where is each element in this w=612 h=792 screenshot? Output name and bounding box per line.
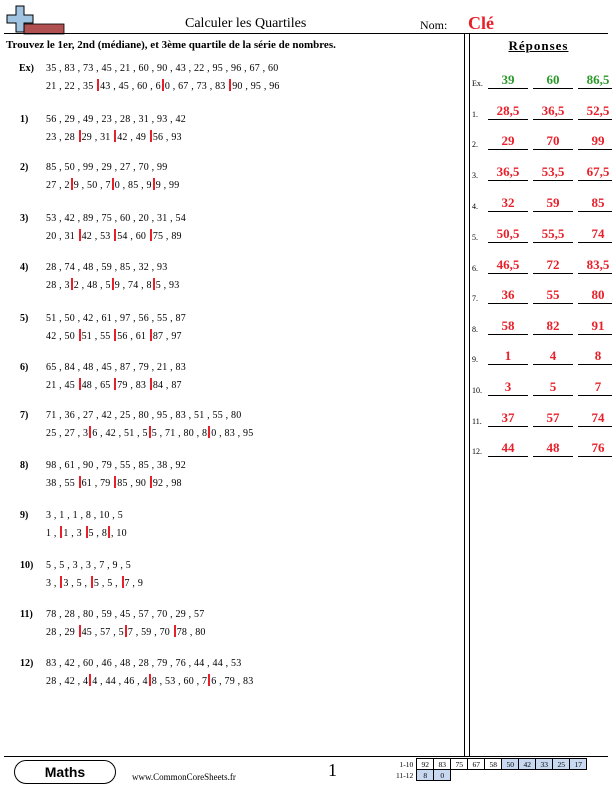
problem-number: 3): [20, 213, 29, 224]
sorted-segment: 79 , 83: [117, 380, 149, 391]
quartile-marker: [149, 426, 151, 438]
sorted-segment: 48 , 65: [81, 380, 114, 391]
answer-q1: 28,5: [488, 102, 528, 120]
answer-number: 12.: [472, 447, 482, 456]
answer-q3: 85: [578, 194, 612, 212]
sorted-series: [46, 674, 253, 687]
answer-row: [472, 378, 608, 400]
answer-q2: 57: [533, 409, 573, 427]
sorted-segment: 0 , 67 , 73 , 83: [164, 81, 229, 92]
quartile-marker: [153, 178, 155, 190]
quartile-marker: [150, 130, 152, 142]
answer-q2: 82: [533, 317, 573, 335]
number-series: 51 , 50 , 42 , 61 , 97 , 56 , 55 , 87: [46, 313, 186, 324]
quartile-marker: [71, 278, 73, 290]
sorted-segment: 8 , 53 , 60 , 7: [151, 676, 208, 687]
sorted-segment: 45 , 57 , 5: [81, 627, 124, 638]
problem-item: [6, 63, 461, 107]
sorted-segment: 27 , 2: [46, 180, 70, 191]
answer-q2: 60: [533, 71, 573, 89]
problem-item: [6, 510, 461, 554]
quartile-marker: [208, 674, 210, 686]
problem-item: [6, 213, 461, 257]
sorted-segment: 21 , 22 , 35: [46, 81, 97, 92]
score-cell: 83: [434, 759, 451, 770]
website-link[interactable]: www.CommonCoreSheets.fr: [132, 772, 236, 782]
answer-q3: 74: [578, 409, 612, 427]
sorted-segment: 21 , 45: [46, 380, 78, 391]
number-series: 28 , 74 , 48 , 59 , 85 , 32 , 93: [46, 262, 168, 273]
answer-row: [472, 71, 608, 93]
answer-number: 1.: [472, 110, 478, 119]
score-cell: 67: [468, 759, 485, 770]
quartile-marker: [60, 576, 62, 588]
answer-number: 7.: [472, 294, 478, 303]
problem-number: 12): [20, 658, 34, 669]
quartile-marker: [162, 79, 164, 91]
sorted-series: [46, 79, 280, 92]
score-cell: 75: [451, 759, 468, 770]
sorted-segment: 51 , 55: [81, 331, 114, 342]
answer-number: 8.: [472, 325, 478, 334]
sorted-segment: 4 , 44 , 46 , 4: [92, 676, 148, 687]
sorted-segment: 38 , 55: [46, 478, 78, 489]
score-cell: 17: [570, 759, 587, 770]
answer-key-label: Clé: [468, 13, 494, 33]
answer-q1: 36,5: [488, 163, 528, 181]
sorted-segment: 43 , 45 , 60 , 6: [100, 81, 161, 92]
answer-q3: 76: [578, 439, 612, 457]
answer-q2: 4: [533, 347, 573, 365]
answer-q2: 72: [533, 256, 573, 274]
sorted-series: [46, 526, 127, 539]
sorted-segment: , 10: [111, 528, 127, 539]
problem-item: [6, 658, 461, 702]
score-cell: 33: [536, 759, 553, 770]
quartile-marker: [112, 178, 114, 190]
sorted-series: [46, 426, 253, 439]
sorted-series: [46, 229, 182, 242]
problem-number: 5): [20, 313, 29, 324]
plus-logo-icon: [4, 4, 66, 36]
quartile-marker: [79, 625, 81, 637]
quartile-marker: [89, 674, 91, 686]
number-series: 35 , 83 , 73 , 45 , 21 , 60 , 90 , 43 , 22 , 95 , 96 , 67 , 60: [46, 63, 279, 74]
answer-q2: 53,5: [533, 163, 573, 181]
answer-q2: 70: [533, 132, 573, 150]
answer-q2: 48: [533, 439, 573, 457]
score-cell: 92: [417, 759, 434, 770]
quartile-marker: [112, 278, 114, 290]
problem-number: 9): [20, 510, 29, 521]
sorted-segment: 56 , 93: [152, 132, 182, 143]
number-series: 3 , 1 , 1 , 8 , 10 , 5: [46, 510, 123, 521]
quartile-marker: [79, 329, 81, 341]
problem-number: 1): [20, 114, 29, 125]
sorted-segment: 9 , 74 , 8: [114, 280, 152, 291]
answer-q2: 36,5: [533, 102, 573, 120]
quartile-marker: [150, 329, 152, 341]
sorted-segment: 9 , 99: [155, 180, 180, 191]
quartile-marker: [71, 178, 73, 190]
answer-number: 2.: [472, 140, 478, 149]
number-series: 56 , 29 , 49 , 23 , 28 , 31 , 93 , 42: [46, 114, 186, 125]
quartile-marker: [229, 79, 231, 91]
answer-number: 6.: [472, 264, 478, 273]
quartile-marker: [122, 576, 124, 588]
answer-row: [472, 286, 608, 308]
sorted-series: [46, 278, 179, 291]
quartile-marker: [97, 79, 99, 91]
problem-number: 10): [20, 560, 34, 571]
answer-q1: 50,5: [488, 225, 528, 243]
number-series: 65 , 84 , 48 , 45 , 87 , 79 , 21 , 83: [46, 362, 186, 373]
answer-number: 11.: [472, 417, 482, 426]
sorted-series: [46, 476, 182, 489]
score-cell: 8: [417, 770, 434, 781]
worksheet-title: Calculer les Quartiles: [185, 16, 307, 31]
answer-number: 10.: [472, 386, 482, 395]
answer-number: 3.: [472, 171, 478, 180]
quartile-marker: [79, 130, 81, 142]
number-series: 83 , 42 , 60 , 46 , 48 , 28 , 79 , 76 , 44 , 44 , 53: [46, 658, 242, 669]
column-divider: [464, 33, 470, 756]
problem-item: [6, 362, 461, 406]
problem-number: 2): [20, 162, 29, 173]
quartile-marker: [150, 476, 152, 488]
quartile-marker: [108, 526, 110, 538]
answer-q1: 44: [488, 439, 528, 457]
sorted-segment: 1 ,: [46, 528, 60, 539]
score-row-label: 1-10: [399, 759, 414, 769]
sorted-series: [46, 329, 182, 342]
answers-heading: Réponses: [508, 38, 569, 53]
answer-q3: 91: [578, 317, 612, 335]
sorted-segment: 25 , 27 , 3: [46, 428, 89, 439]
sorted-segment: 42 , 53: [81, 231, 114, 242]
sorted-segment: 84 , 87: [152, 380, 182, 391]
number-series: 5 , 5 , 3 , 3 , 7 , 9 , 5: [46, 560, 131, 571]
quartile-marker: [86, 526, 88, 538]
sorted-segment: 28 , 42 , 4: [46, 676, 89, 687]
sorted-segment: 0 , 85 , 9: [114, 180, 152, 191]
problem-number: 4): [20, 262, 29, 273]
problem-number: 11): [20, 609, 33, 620]
answer-row: [472, 317, 608, 339]
answer-row: [472, 163, 608, 185]
answer-number: 4.: [472, 202, 478, 211]
sorted-segment: 7 , 59 , 70: [127, 627, 173, 638]
sorted-segment: 29 , 31: [81, 132, 114, 143]
answer-q1: 32: [488, 194, 528, 212]
sorted-segment: 78 , 80: [176, 627, 206, 638]
quartile-marker: [89, 426, 91, 438]
answer-q2: 5: [533, 378, 573, 396]
answer-row: [472, 132, 608, 154]
sorted-segment: 42 , 50: [46, 331, 78, 342]
score-cell: 25: [553, 759, 570, 770]
answer-number: 9.: [472, 355, 478, 364]
score-cell: 58: [485, 759, 502, 770]
answer-q1: 46,5: [488, 256, 528, 274]
quartile-marker: [114, 378, 116, 390]
answer-q3: 74: [578, 225, 612, 243]
problem-number: 8): [20, 460, 29, 471]
problem-item: [6, 162, 461, 206]
sorted-segment: 85 , 90: [117, 478, 149, 489]
sorted-segment: 61 , 79: [81, 478, 114, 489]
sorted-segment: 0 , 83 , 95: [211, 428, 254, 439]
answer-q2: 55: [533, 286, 573, 304]
answer-row: [472, 347, 608, 369]
quartile-marker: [114, 229, 116, 241]
answer-row: [472, 439, 608, 461]
answer-q3: 83,5: [578, 256, 612, 274]
page-number: 1: [328, 760, 337, 780]
sorted-segment: 5 , 5 ,: [93, 578, 121, 589]
sorted-segment: 2 , 48 , 5: [73, 280, 111, 291]
sorted-segment: 6 , 79 , 83: [211, 676, 254, 687]
quartile-marker: [149, 674, 151, 686]
answer-q3: 7: [578, 378, 612, 396]
problem-item: [6, 114, 461, 158]
score-cell: 0: [434, 770, 451, 781]
quartile-marker: [114, 329, 116, 341]
answer-q1: 36: [488, 286, 528, 304]
instructions: Trouvez le 1er, 2nd (médiane), et 3ème quartile de la série de nombres.: [6, 39, 336, 51]
name-label: Nom:: [420, 18, 448, 32]
quartile-marker: [114, 476, 116, 488]
subject-badge: Maths: [14, 760, 116, 784]
problem-item: [6, 560, 461, 604]
problem-item: [6, 313, 461, 357]
answer-q3: 80: [578, 286, 612, 304]
answer-q2: 59: [533, 194, 573, 212]
answer-row: [472, 102, 608, 124]
answer-q3: 99: [578, 132, 612, 150]
answer-q3: 67,5: [578, 163, 612, 181]
sorted-segment: 20 , 31: [46, 231, 78, 242]
number-series: 71 , 36 , 27 , 42 , 25 , 80 , 95 , 83 , 51 , 55 , 80: [46, 410, 242, 421]
problem-item: [6, 460, 461, 504]
answer-q3: 86,5: [578, 71, 612, 89]
quartile-marker: [150, 229, 152, 241]
quartile-marker: [79, 229, 81, 241]
sorted-segment: 7 , 9: [124, 578, 144, 589]
problem-number: Ex): [19, 63, 34, 74]
sorted-segment: 5 , 71 , 80 , 8: [151, 428, 208, 439]
sorted-series: [46, 576, 143, 589]
problem-number: 7): [20, 410, 29, 421]
number-series: 53 , 42 , 89 , 75 , 60 , 20 , 31 , 54: [46, 213, 186, 224]
sorted-segment: 1 , 3: [63, 528, 85, 539]
sorted-segment: 3 , 5 ,: [63, 578, 90, 589]
sorted-segment: 23 , 28: [46, 132, 78, 143]
answer-q1: 3: [488, 378, 528, 396]
sorted-segment: 28 , 29: [46, 627, 78, 638]
sorted-series: [46, 378, 182, 391]
number-series: 85 , 50 , 99 , 29 , 27 , 70 , 99: [46, 162, 168, 173]
sorted-segment: 54 , 60: [117, 231, 149, 242]
quartile-marker: [125, 625, 127, 637]
score-cell: 42: [519, 759, 536, 770]
problem-item: [6, 609, 461, 653]
answer-q1: 39: [488, 71, 528, 89]
answer-number: Ex.: [472, 79, 483, 88]
answer-q1: 37: [488, 409, 528, 427]
problem-number: 6): [20, 362, 29, 373]
quartile-marker: [79, 378, 81, 390]
number-series: 78 , 28 , 80 , 59 , 45 , 57 , 70 , 29 , 57: [46, 609, 205, 620]
sorted-segment: 87 , 97: [152, 331, 182, 342]
sorted-segment: 3 ,: [46, 578, 60, 589]
sorted-segment: 42 , 49: [117, 132, 149, 143]
quartile-marker: [150, 378, 152, 390]
sorted-series: [46, 178, 179, 191]
sorted-segment: 56 , 61: [117, 331, 149, 342]
sorted-segment: 5 , 8: [88, 528, 108, 539]
answer-row: [472, 194, 608, 216]
answer-row: [472, 256, 608, 278]
header-rule: [4, 33, 608, 34]
number-series: 98 , 61 , 90 , 79 , 55 , 85 , 38 , 92: [46, 460, 186, 471]
quartile-marker: [91, 576, 93, 588]
footer-rule: [4, 756, 608, 757]
quartile-marker: [60, 526, 62, 538]
score-cell: 50: [502, 759, 519, 770]
answer-q1: 29: [488, 132, 528, 150]
answer-row: [472, 409, 608, 431]
answer-q1: 1: [488, 347, 528, 365]
answer-q2: 55,5: [533, 225, 573, 243]
quartile-marker: [79, 476, 81, 488]
answer-q3: 8: [578, 347, 612, 365]
answer-number: 5.: [472, 233, 478, 242]
quartile-marker: [174, 625, 176, 637]
answer-row: [472, 225, 608, 247]
problem-item: [6, 410, 461, 454]
sorted-segment: 92 , 98: [152, 478, 182, 489]
quartile-marker: [153, 278, 155, 290]
answer-q3: 52,5: [578, 102, 612, 120]
answer-q1: 58: [488, 317, 528, 335]
sorted-series: [46, 625, 206, 638]
sorted-segment: 90 , 95 , 96: [232, 81, 280, 92]
quartile-marker: [114, 130, 116, 142]
sorted-segment: 5 , 93: [155, 280, 180, 291]
score-table: [394, 758, 587, 781]
sorted-segment: 6 , 42 , 51 , 5: [92, 428, 148, 439]
sorted-segment: 75 , 89: [152, 231, 182, 242]
score-row-label: 11-12: [396, 770, 414, 780]
quartile-marker: [208, 426, 210, 438]
sorted-segment: 9 , 50 , 7: [73, 180, 111, 191]
problem-item: [6, 262, 461, 306]
sorted-series: [46, 130, 182, 143]
sorted-segment: 28 , 3: [46, 280, 70, 291]
